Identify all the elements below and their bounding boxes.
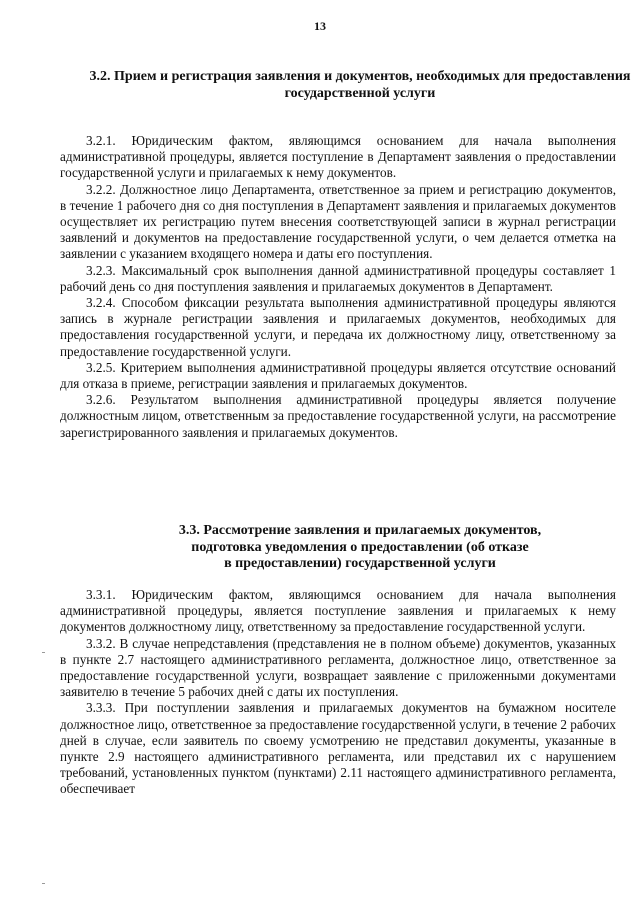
section-heading-3-2: 3.2. Прием и регистрация заявления и документов, необходимых для предоставления государственной услуги <box>89 69 631 101</box>
paragraph-3-3-2: 3.3.2. В случае непредставления (представления не в полном объеме) документов, указанных в пункте 2.7 настоящего административного регламента, должностное лицо, ответственное за предоставление государственной услуги, возвращает заявление с приложенными документами заявителю в течение 5 рабочих дней с даты их поступления. <box>60 635 616 700</box>
page-number: 13 <box>314 19 326 33</box>
margin-mark <box>42 883 45 884</box>
paragraph-3-2-6: 3.2.6. Результатом выполнения административной процедуры является получение должностным лицом, ответственным за предоставление государственной услуги, на рассмотрение зарегистрированного заявления и прилагаемых документов. <box>60 392 616 440</box>
margin-mark <box>42 652 45 653</box>
section-heading-line: 3.3. Рассмотрение заявления и прилагаемых документов, <box>178 523 542 538</box>
paragraph-3-3-1: 3.3.1. Юридическим фактом, являющимся основанием для начала выполнения административной процедуры, является поступление заявления и прилагаемых к нему документов должностному лицу, ответственному за предоставление государственной услуги. <box>60 587 616 635</box>
paragraph-3-2-5: 3.2.5. Критерием выполнения административной процедуры является отсутствие оснований для отказа в приеме, регистрации заявления и прилагаемых документов. <box>60 359 616 392</box>
section-body-3-2 <box>60 133 616 441</box>
section-heading-line: подготовка уведомления о предоставлении (об отказе <box>191 539 529 555</box>
paragraph-3-2-4: 3.2.4. Способом фиксации результата выполнения административной процедуры являются запись в журнале регистрации заявления и прилагаемых документов, необходимых для предоставления государственной услуги, и передача их должностному лицу, ответственному за предоставление государственной услуги. <box>60 295 616 359</box>
section-heading-3-3 <box>80 523 640 573</box>
section-heading-line: в предоставлении) государственной услуги <box>224 556 496 571</box>
section-body-3-3 <box>60 587 616 798</box>
paragraph-3-3-3: 3.3.3. При поступлении заявления и прилагаемых документов на бумажном носителе должностное лицо, ответственное за предоставление государственной услуги, в течение 2 рабочих дней в случае, если заявитель по своему усмотрению не представил документы, указанные в пункте 2.9 настоящего административного регламента, или представил их с нарушением требований, установленных пунктом (пунктами) 2.11 настоящего административного регламента, обеспечивает <box>60 700 616 797</box>
paragraph-3-2-1: 3.2.1. Юридическим фактом, являющимся основанием для начала выполнения административной процедуры, является поступление в Департамент заявления о предоставлении государственной услуги и прилагаемых к нему документов. <box>60 133 616 181</box>
paragraph-3-2-2: 3.2.2. Должностное лицо Департамента, ответственное за прием и регистрацию документов, в течение 1 рабочего дня со дня поступления в Департамент заявления и прилагаемых документов осуществляет их регистрацию путем внесения соответствующей записи в журнал регистрации заявлений и документов на предоставление государственной услуги, о чем делается отметка на заявлении с указанием входящего номера и даты его поступления. <box>60 181 616 262</box>
paragraph-3-2-3: 3.2.3. Максимальный срок выполнения данной административной процедуры составляет 1 рабочий день со дня поступления заявления и прилагаемых документов в Департамент. <box>60 262 616 294</box>
